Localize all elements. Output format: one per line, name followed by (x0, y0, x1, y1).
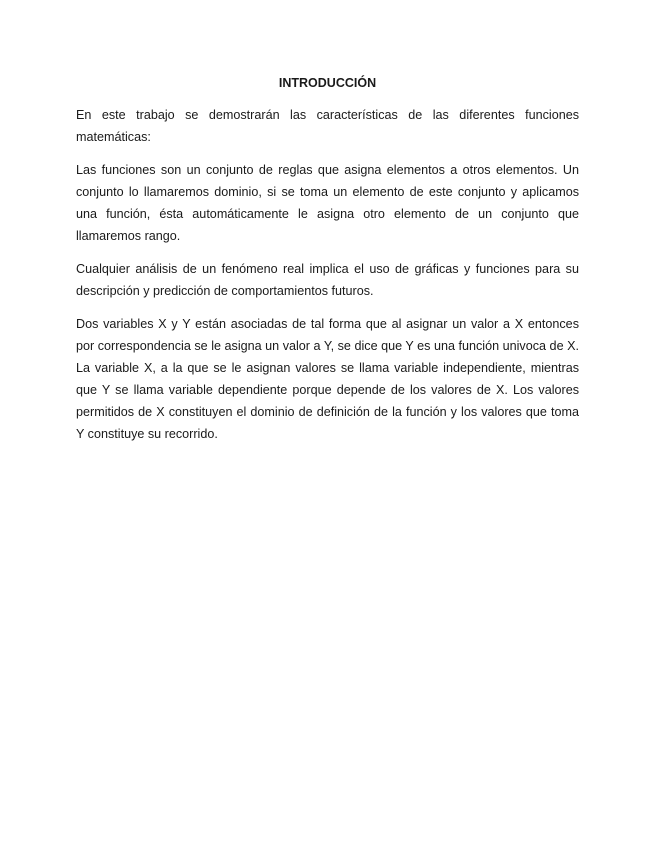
paragraph-intro: En este trabajo se demostrarán las características de las diferentes funciones matemáticas: (76, 108, 579, 144)
paragraph-variables: Dos variables X y Y están asociadas de tal forma que al asignar un valor a X entonces por correspondencia se le asigna un valor a Y, se dice que Y es una función univoca de X. La variable X, a la que se le asignan valores se llama variable independiente, mientras que Y se llama variable dependiente porque depende de los valores de X. Los valores permitidos de X constituyen el dominio de definición de la función y los valores que toma Y constituye su recorrido. (76, 317, 579, 441)
paragraph-functions-definition: Las funciones son un conjunto de reglas que asigna elementos a otros elementos. Un conjunto lo llamaremos dominio, si se toma un elemento de este conjunto y aplicamos una función, ésta automáticamente le asigna otro elemento de un conjunto que llamaremos rango. (76, 163, 579, 243)
document-title: INTRODUCCIÓN (278, 76, 377, 90)
document-page (76, 74, 579, 456)
paragraph-analysis: Cualquier análisis de un fenómeno real implica el uso de gráficas y funciones para su descripción y predicción de comportamientos futuros. (76, 262, 579, 298)
